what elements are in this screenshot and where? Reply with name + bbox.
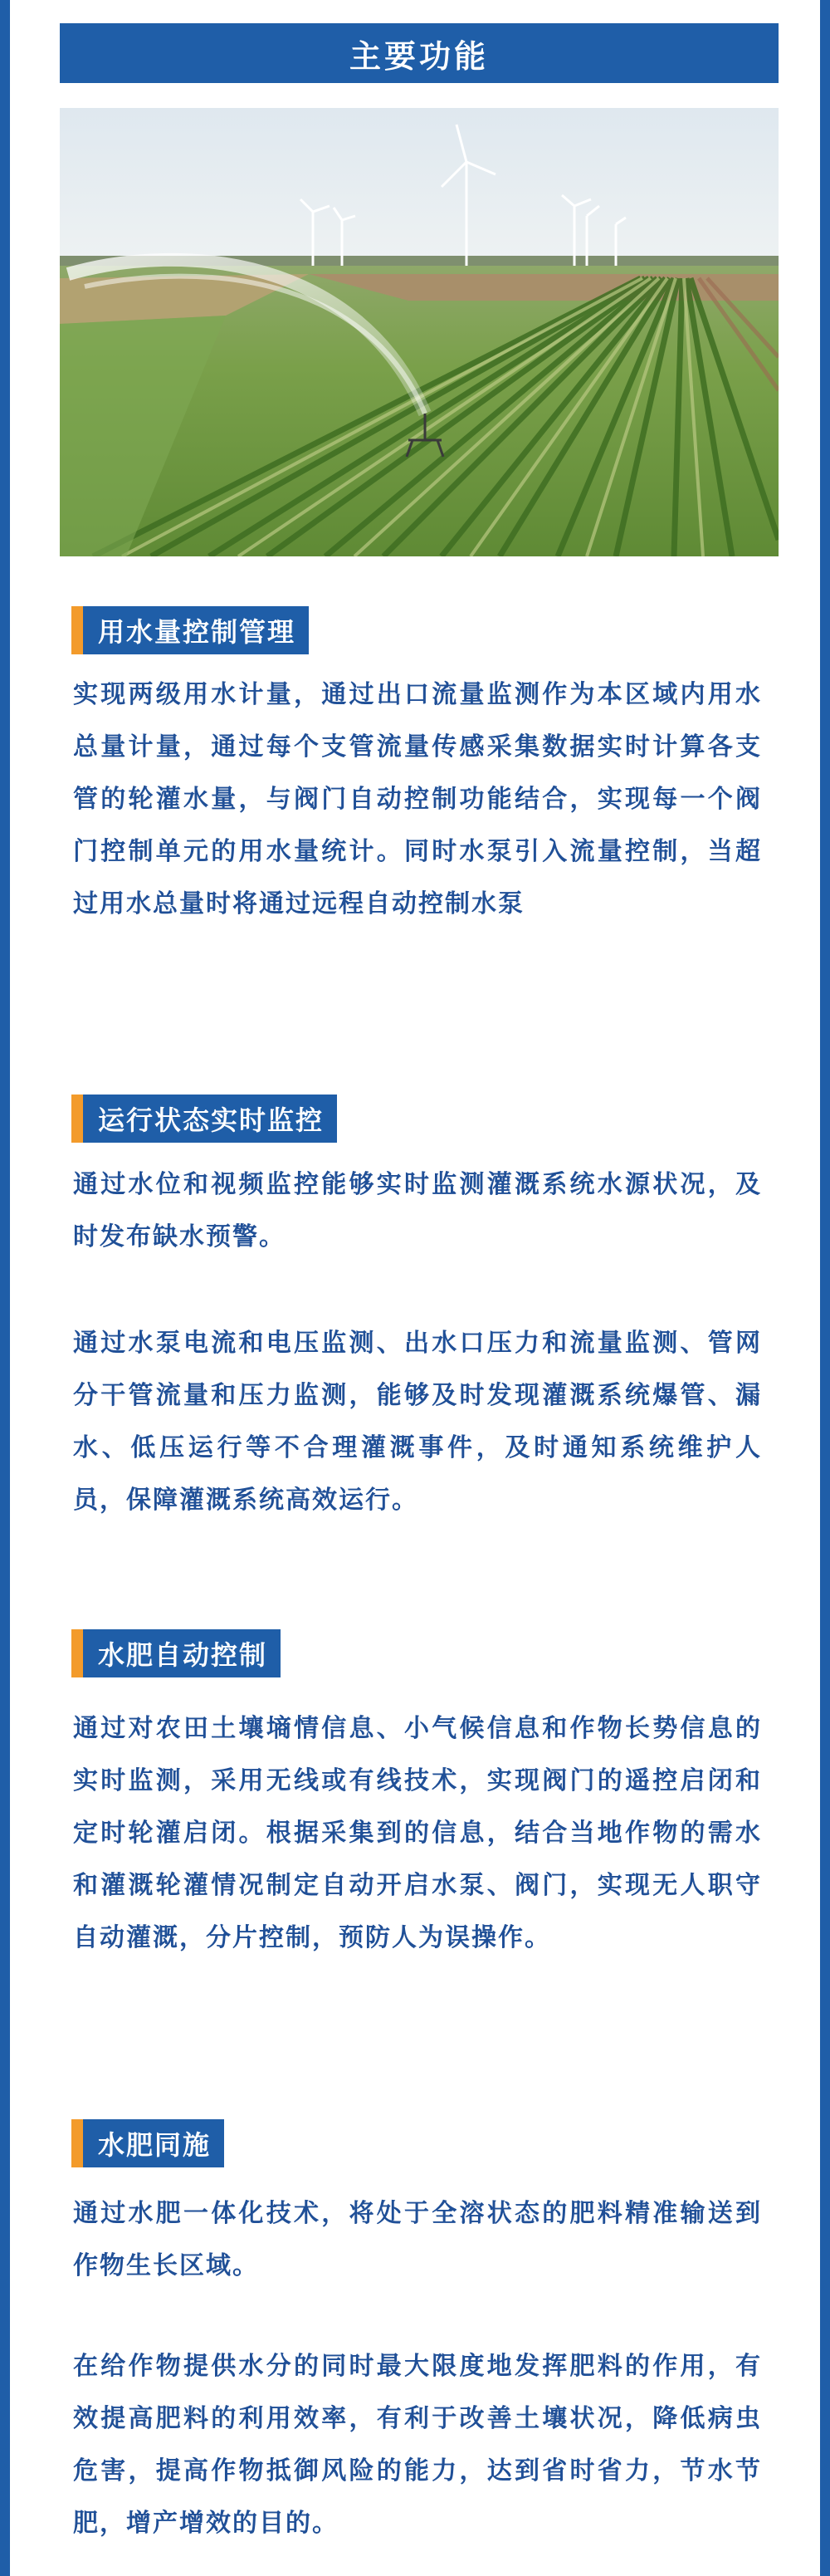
section-paragraph: 在给作物提供水分的同时最大限度地发挥肥料的作用，有效提高肥料的利用效率，有利于改善土壤状况，降低病虫危害，提高作物抵御风险的能力，达到省时省力，节水节肥，增产增效的目的。 [73,2352,762,2538]
heading-accent-bar [71,1629,83,1677]
page-title: 主要功能 [349,37,489,75]
section-title: 水肥自动控制 [83,1629,281,1677]
section-paragraph: 实现两级用水计量，通过出口流量监测作为本区域内用水总量计量，通过每个支管流量传感采集数据实时计算各支管的轮灌水量，与阀门自动控制功能结合，实现每一个阀门控制单元的用水量统计。同时水泵引入流量控制，当超过用水总量时将通过远程自动控制水泵 [73,680,762,918]
section-title: 水肥同施 [83,2119,224,2167]
heading-accent-bar [71,2119,83,2167]
section-title: 运行状态实时监控 [83,1095,337,1143]
heading-accent-bar [71,606,83,654]
section-paragraph: 通过水位和视频监控能够实时监测灌溉系统水源状况，及时发布缺水预警。 [73,1170,762,1251]
section-heading-runtime-monitoring [71,1095,337,1143]
left-frame-border [0,0,10,2576]
right-frame-border [820,0,830,2576]
section-title: 用水量控制管理 [83,606,309,654]
section-paragraph: 通过水肥一体化技术，将处于全溶状态的肥料精准输送到作物生长区域。 [73,2199,762,2280]
header-banner [60,23,779,83]
section-heading-water-usage [71,606,309,654]
heading-accent-bar [71,1095,83,1143]
section-heading-fertigation [71,2119,224,2167]
hero-image [60,108,779,556]
section-paragraph: 通过对农田土壤墒情信息、小气候信息和作物长势信息的实时监测，采用无线或有线技术，实现阀门的遥控启闭和定时轮灌启闭。根据采集到的信息，结合当地作物的需水和灌溉轮灌情况制定自动开启水泵、阀门，实现无人职守自动灌溉，分片控制，预防人为误操作。 [73,1714,762,1952]
section-paragraph: 通过水泵电流和电压监测、出水口压力和流量监测、管网分干管流量和压力监测，能够及时发现灌溉系统爆管、漏水、低压运行等不合理灌溉事件，及时通知系统维护人员，保障灌溉系统高效运行。 [73,1329,762,1515]
section-heading-fertilizer-auto-control [71,1629,281,1677]
